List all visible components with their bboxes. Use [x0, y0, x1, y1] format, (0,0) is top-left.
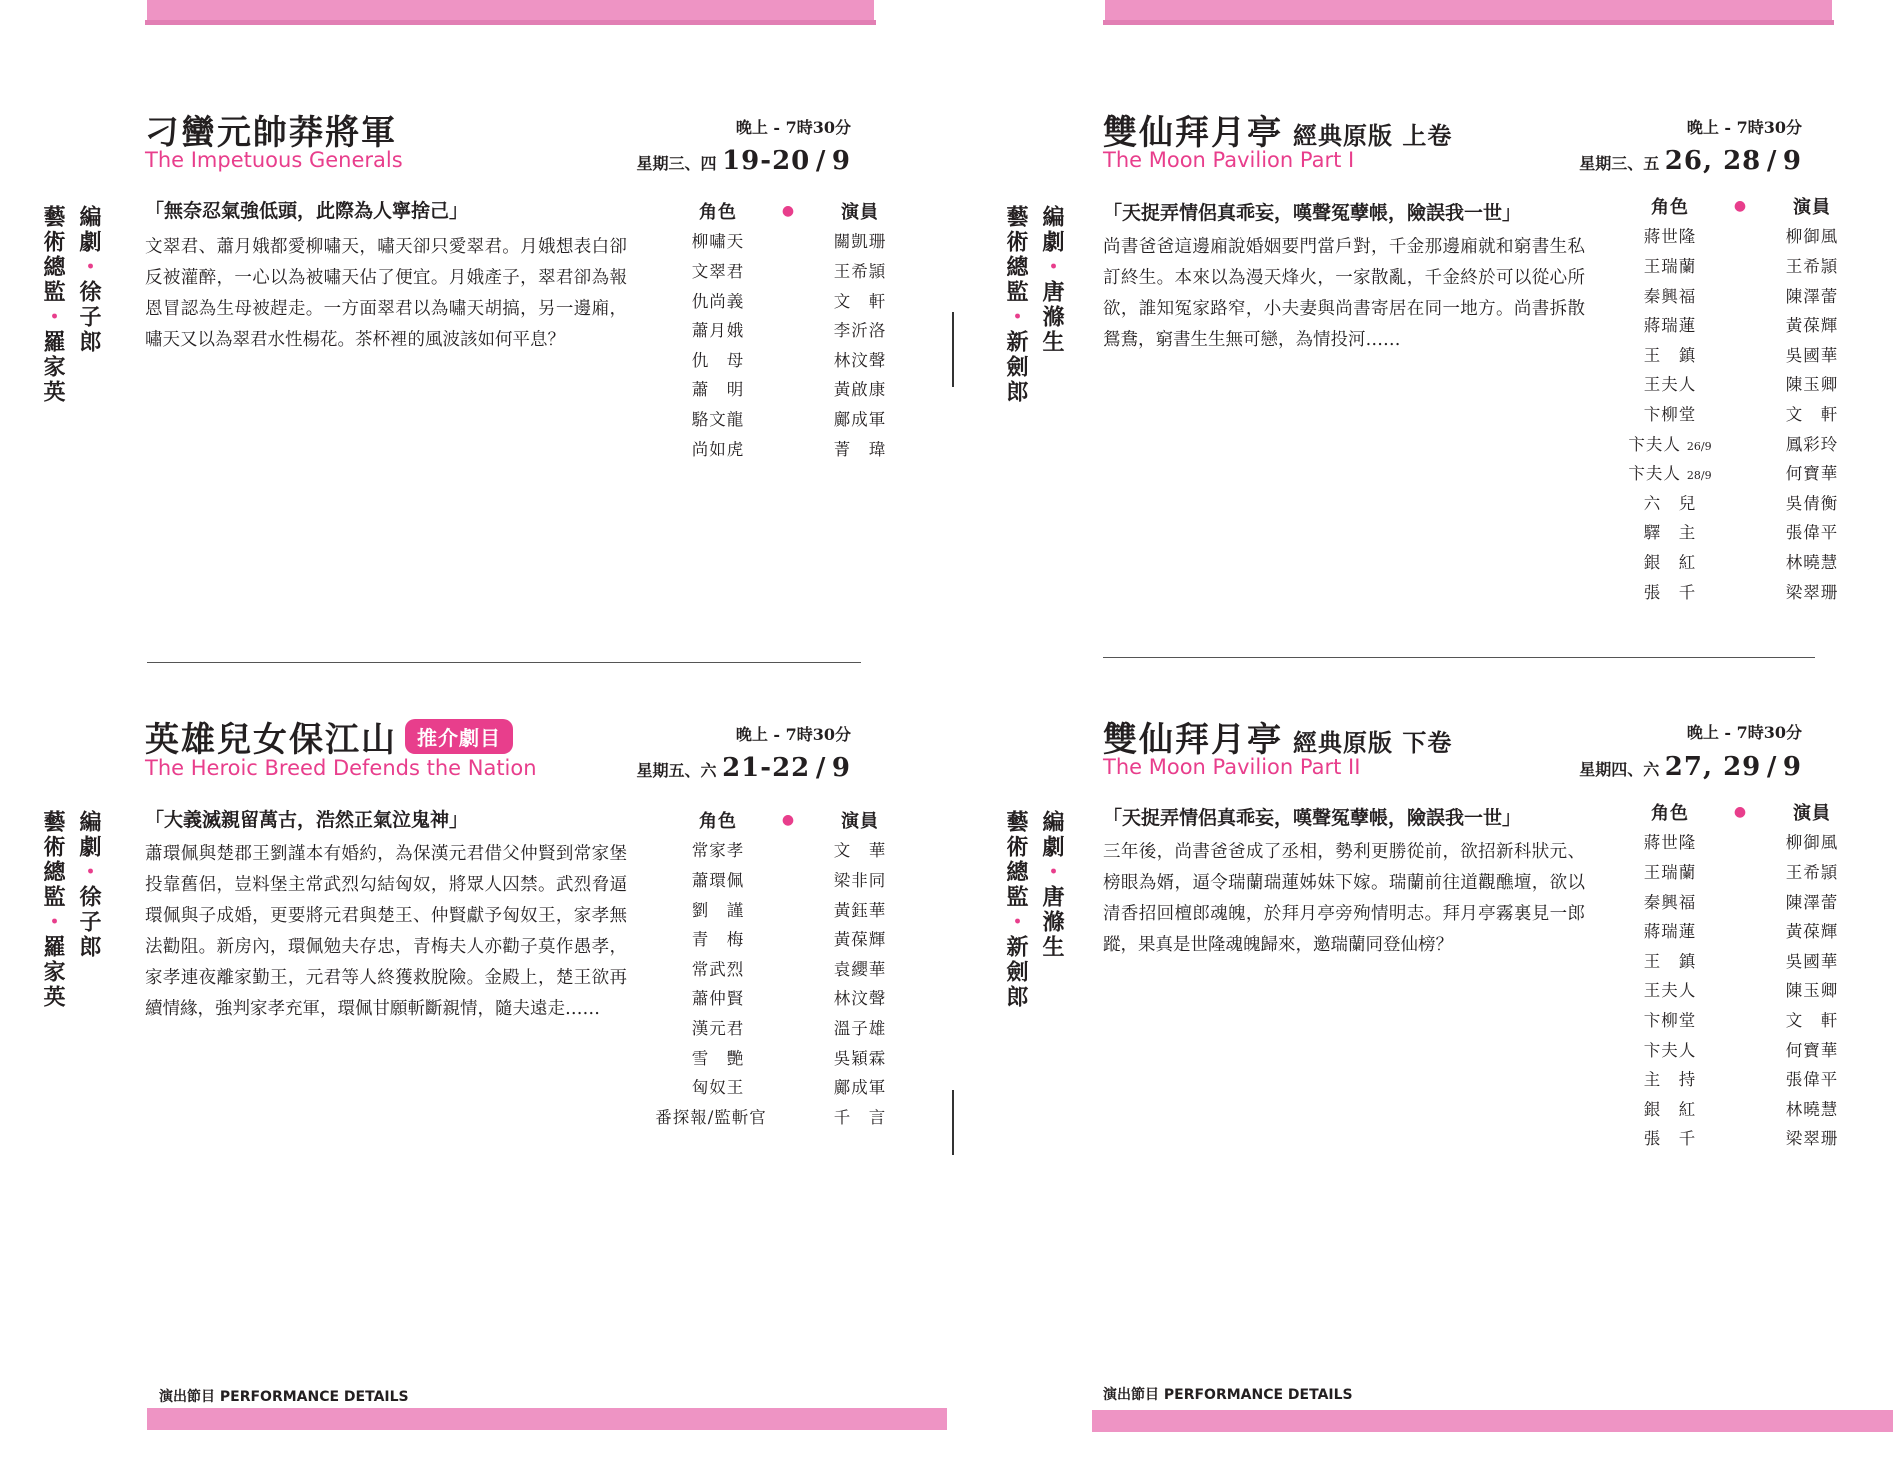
dates: 27, 29 — [1664, 752, 1762, 782]
cast-row: 柳嘯天 關凱珊 — [691, 232, 887, 252]
cast-row: 常武烈 袁纓華 — [691, 959, 887, 979]
playwright-credit: 編劇・唐滌生 — [1039, 810, 1065, 960]
cast-row: 王夫人 陳玉卿 — [1643, 375, 1839, 395]
dates: 21-22 — [722, 753, 811, 783]
cast-row: 卞夫人 28/9 何寶華 — [1628, 464, 1839, 484]
weekday: 星期三、四 — [636, 154, 717, 173]
show-date: 星期五、六 21-22 / 9 — [636, 753, 851, 783]
cast-row: 王瑞蘭 王希頴 — [1643, 256, 1839, 276]
top-bar-left — [147, 0, 874, 24]
director-credit: 藝術總監・新劍郎 — [1003, 205, 1029, 405]
cast-row: 張 千 梁翠珊 — [1643, 582, 1839, 602]
cast-header: 角色 ● 演員 — [1651, 196, 1831, 218]
cast-row: 秦興福 陳澤蕾 — [1643, 892, 1839, 912]
cast-row: 蕭環佩 梁非同 — [691, 870, 887, 890]
cast-row: 秦興福 陳澤蕾 — [1643, 286, 1839, 306]
page-footer: 演出節目 PERFORMANCE DETAILS — [159, 1389, 409, 1405]
cast-row: 尚如虎 菁 瑋 — [691, 439, 887, 459]
top-bar-right — [1105, 0, 1832, 24]
date-note: 28/9 — [1686, 469, 1712, 483]
synopsis: 蕭環佩與楚郡王劉謹本有婚約，為保漢元君借父仲賢到常家堡投靠舊侶，豈料堡主常武烈勾結匈奴，將眾人囚禁。武烈脅逼環佩與子成婚，更要將元君與楚王、仲賢獻予匈奴王，家孝無法勸阻。新房內，環佩勉夫存忠，青梅夫人亦勸子莫作愚孝，家孝連夜離家勤王，元君等人終獲救脫險。金殿上，楚王欲再續情緣，強判家孝充軍，環佩甘願斬斷親情，隨夫遠走…… — [145, 844, 627, 1019]
cast-row: 王 鎮 吳國華 — [1643, 951, 1839, 971]
cast-row: 卞柳堂 文 軒 — [1643, 404, 1839, 424]
tagline: 「天捉弄情侶真乖妄，嘆聲冤孽帳，險誤我一世」 — [1103, 202, 1522, 224]
cast-row: 劉 謹 黃鈺華 — [691, 900, 887, 920]
show-subtitle: 經典原版 上卷 — [1293, 121, 1453, 150]
weekday: 星期五、六 — [636, 761, 717, 780]
synopsis: 三年後，尚書爸爸成了丞相，勢利更勝從前，欲招新科狀元、榜眼為婿，逼令瑞蘭瑞蓮姊妹下嫁。瑞蘭前往道觀醮壇，欲以清香招回檀郎魂魄，於拜月亭旁殉情明志。拜月亭霧裏見一郎蹤，果真是世隆魂魄歸來，邀瑞蘭同登仙榜？ — [1103, 842, 1585, 955]
show-title: 雙仙拜月亭 經典原版 下卷 — [1103, 720, 1453, 760]
cast-list — [1612, 797, 1872, 1152]
director-credit: 藝術總監・羅家英 — [40, 205, 66, 405]
cast-header: 角色 ● 演員 — [699, 810, 879, 832]
cast-row: 卞夫人 何寶華 — [1643, 1040, 1839, 1060]
playwright-credit: 編劇・唐滌生 — [1039, 205, 1065, 355]
cast-row: 張 千 梁翠珊 — [1643, 1129, 1839, 1149]
show-title: 雙仙拜月亭 經典原版 上卷 — [1103, 113, 1453, 153]
show-subtitle: 經典原版 下卷 — [1293, 728, 1453, 757]
cast-row: 王夫人 陳玉卿 — [1643, 981, 1839, 1001]
cast-row: 王 鎮 吳國華 — [1643, 345, 1839, 365]
cast-row: 仇尚義 文 軒 — [691, 291, 887, 311]
show-title: 英雄兒女保江山 推介劇目 — [145, 712, 513, 761]
show-time: 晚上 - 7時30分 — [1686, 723, 1802, 742]
cast-row: 青 梅 黃葆輝 — [691, 930, 887, 950]
cast-row: 主 持 張偉平 — [1643, 1070, 1839, 1090]
show-time: 晚上 - 7時30分 — [1686, 118, 1802, 137]
cast-header: 角色 ● 演員 — [1651, 802, 1831, 824]
cast-row: 蕭仲賢 林汶聲 — [691, 989, 887, 1009]
playwright-credit: 編劇・徐子郎 — [76, 810, 102, 960]
director-credit: 藝術總監・羅家英 — [40, 810, 66, 1010]
director-credit: 藝術總監・新劍郎 — [1003, 810, 1029, 1010]
month: 9 — [831, 753, 851, 783]
cast-row: 雪 艷 吳穎霖 — [691, 1048, 887, 1068]
section-divider-right — [1103, 657, 1815, 658]
cast-row: 蔣世隆 柳御風 — [1643, 833, 1839, 853]
cast-row: 六 兒 吳倩衡 — [1643, 493, 1839, 513]
section-divider-left — [147, 662, 861, 663]
cast-row: 匈奴王 鄺成軍 — [691, 1078, 887, 1098]
dates: 19-20 — [722, 146, 811, 176]
cast-row: 仇 母 林汶聲 — [691, 350, 887, 370]
cast-row: 蕭月娥 李沂洛 — [691, 321, 887, 341]
credits — [42, 205, 100, 405]
show-title-en: The Heroic Breed Defends the Nation — [145, 756, 537, 780]
cast-row: 駱文龍 鄺成軍 — [691, 409, 887, 429]
show-title-en: The Moon Pavilion Part II — [1103, 755, 1361, 779]
show-date: 星期三、五 26, 28 / 9 — [1579, 146, 1802, 176]
cast-list — [660, 196, 920, 462]
recommended-badge: 推介劇目 — [405, 719, 513, 754]
bottom-bar-left — [147, 1408, 947, 1430]
cast-row: 卞夫人 26/9 鳳彩玲 — [1628, 434, 1839, 454]
fold-mark — [952, 1090, 954, 1155]
weekday: 星期三、五 — [1579, 154, 1660, 173]
show-time: 晚上 - 7時30分 — [735, 725, 851, 744]
show-date: 星期三、四 19-20 / 9 — [636, 146, 851, 176]
date-note: 26/9 — [1686, 439, 1712, 453]
cast-header: 角色 ● 演員 — [699, 201, 879, 223]
cast-row: 銀 紅 林曉慧 — [1643, 552, 1839, 572]
show-time: 晚上 - 7時30分 — [735, 118, 851, 137]
cast-row: 常家孝 文 華 — [691, 841, 887, 861]
show-title: 刁蠻元帥莽將軍 — [145, 113, 397, 153]
month: 9 — [1782, 146, 1802, 176]
weekday: 星期四、六 — [1579, 760, 1660, 779]
cast-row: 文翠君 王希頴 — [691, 261, 887, 281]
cast-list — [1612, 191, 1872, 605]
show-date: 星期四、六 27, 29 / 9 — [1579, 752, 1802, 782]
cast-row: 番探報/監斬官 千 言 — [655, 1107, 887, 1127]
fold-mark — [952, 312, 954, 387]
synopsis: 文翠君、蕭月娥都愛柳嘯天，嘯天卻只愛翠君。月娥想表白卻反被灌醉，一心以為被嘯天佔了便宜。月娥產子，翠君卻為報恩冒認為生母被趕走。一方面翠君以為嘯天胡搞，另一邊廂，嘯天又以為翠君水性楊花。茶杯裡的風波該如何平息？ — [145, 237, 627, 350]
page-footer: 演出節目 PERFORMANCE DETAILS — [1103, 1387, 1353, 1403]
synopsis: 尚書爸爸這邊廂說婚姻要門當戶對，千金那邊廂就和窮書生私訂終生。本來以為漫天烽火，一家散亂，千金終於可以從心所欲，誰知冤家路窄，小夫妻與尚書寄居在同一地方。尚書拆散鴛鴦，窮書生生無可戀，為情投河…… — [1103, 237, 1585, 350]
playwright-credit: 編劇・徐子郎 — [76, 205, 102, 355]
show-title-en: The Moon Pavilion Part I — [1103, 148, 1355, 172]
cast-row: 漢元君 溫子雄 — [691, 1018, 887, 1038]
cast-row: 蔣瑞蓮 黃葆輝 — [1643, 316, 1839, 336]
month: 9 — [831, 146, 851, 176]
credits — [1005, 205, 1063, 405]
credits — [1005, 810, 1063, 1010]
cast-list — [655, 805, 920, 1131]
dates: 26, 28 — [1664, 146, 1762, 176]
cast-row: 卞柳堂 文 軒 — [1643, 1010, 1839, 1030]
month: 9 — [1782, 752, 1802, 782]
tagline: 「無奈忍氣強低頭，此際為人寧捨己」 — [145, 200, 469, 222]
cast-row: 蔣世隆 柳御風 — [1643, 227, 1839, 247]
cast-row: 王瑞蘭 王希頴 — [1643, 862, 1839, 882]
credits — [42, 810, 100, 1010]
cast-row: 驛 主 張偉平 — [1643, 523, 1839, 543]
tagline: 「大義滅親留萬古，浩然正氣泣鬼神」 — [145, 809, 469, 831]
cast-row: 蕭 明 黃啟康 — [691, 380, 887, 400]
bottom-bar-right — [1092, 1410, 1893, 1432]
cast-row: 銀 紅 林曉慧 — [1643, 1099, 1839, 1119]
tagline: 「天捉弄情侶真乖妄，嘆聲冤孽帳，險誤我一世」 — [1103, 807, 1522, 829]
cast-row: 蔣瑞蓮 黃葆輝 — [1643, 922, 1839, 942]
show-title-en: The Impetuous Generals — [145, 148, 403, 172]
